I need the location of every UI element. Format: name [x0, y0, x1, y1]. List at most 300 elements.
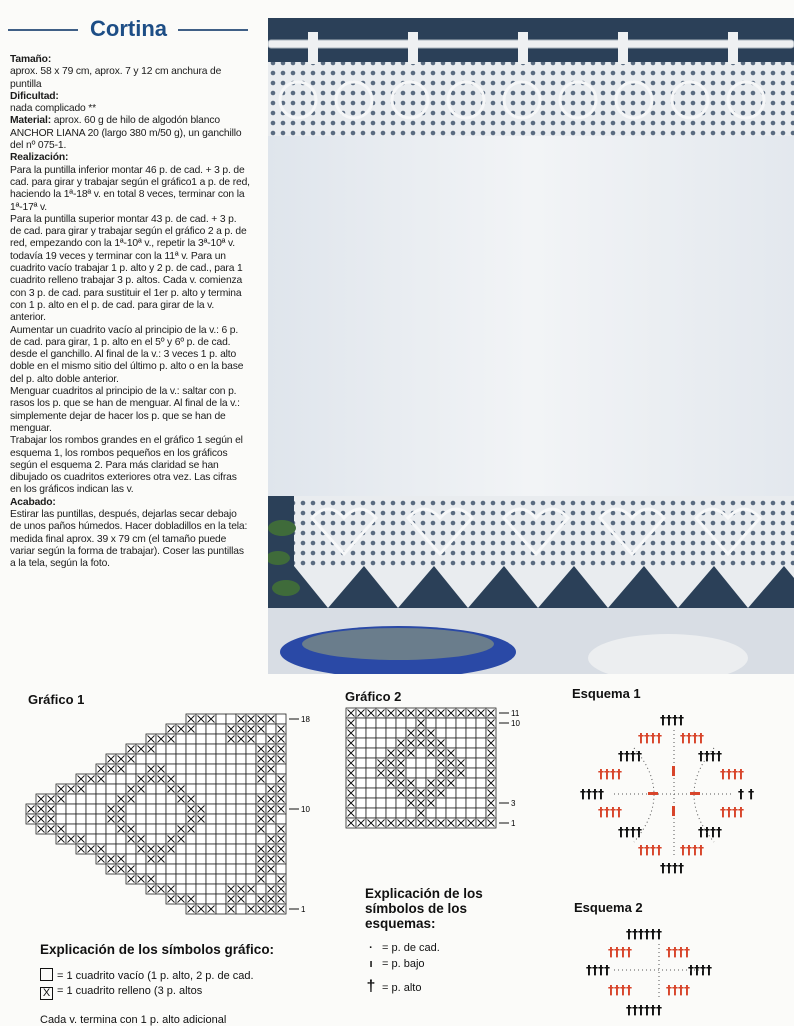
grid-cell: [266, 724, 276, 734]
grid-cell: [446, 788, 456, 798]
grid-cell: [236, 804, 246, 814]
grid-cell: [446, 798, 456, 808]
grid-cell: [246, 864, 256, 874]
grid-cell: [476, 718, 486, 728]
grid-cell: [146, 824, 156, 834]
grid-cell: [216, 734, 226, 744]
grid-cell: [186, 754, 196, 764]
grid-cell: [216, 804, 226, 814]
grid-cell: [246, 794, 256, 804]
grid-cell: [416, 778, 426, 788]
grid-cell: [196, 864, 206, 874]
grid-cell: [216, 724, 226, 734]
grid-cell: [156, 824, 166, 834]
grid-cell: [226, 714, 236, 724]
grid-cell: [226, 784, 236, 794]
grid-cell: [366, 748, 376, 758]
grid-cell: [156, 814, 166, 824]
grid-cell: [66, 814, 76, 824]
grid-cell: [166, 754, 176, 764]
grid-cell: [236, 864, 246, 874]
grid-cell: [56, 804, 66, 814]
grid-cell: [206, 884, 216, 894]
svg-text:††††: ††††: [598, 805, 622, 819]
grafico1-chart: [24, 712, 324, 920]
grid-cell: [386, 788, 396, 798]
grid-cell: [156, 784, 166, 794]
grid-cell: [446, 718, 456, 728]
grid-cell: [176, 774, 186, 784]
grid-cell: [356, 808, 366, 818]
grid-cell: [236, 874, 246, 884]
grid-cell: [226, 854, 236, 864]
grid-cell: [436, 718, 446, 728]
grid-cell: [196, 884, 206, 894]
esquema1-label: Esquema 1: [572, 686, 641, 701]
grid-cell: [396, 718, 406, 728]
grid-cell: [196, 894, 206, 904]
row-mark-label: 10: [511, 719, 520, 728]
grid-cell: [226, 834, 236, 844]
grid-cell: [246, 834, 256, 844]
grid-cell: [116, 834, 126, 844]
section-title-row: [8, 14, 248, 44]
grid-cell: [206, 774, 216, 784]
grid-cell: [246, 814, 256, 824]
grid-cell: [196, 784, 206, 794]
legend-cad: [364, 942, 440, 954]
grid-cell: [246, 894, 256, 904]
row-mark-label: 1: [301, 905, 306, 914]
grid-cell: [216, 884, 226, 894]
grid-cell: [66, 824, 76, 834]
svg-text:††††: ††††: [698, 825, 722, 839]
grid-cell: [476, 758, 486, 768]
grid-cell: [206, 744, 216, 754]
grid-cell: [256, 784, 266, 794]
grid-cell: [156, 794, 166, 804]
grid-cell: [406, 808, 416, 818]
grid-cell: [216, 874, 226, 884]
grid-cell: [216, 714, 226, 724]
grid-cell: [236, 774, 246, 784]
svg-text:††††: ††††: [608, 983, 632, 997]
grid-cell: [386, 798, 396, 808]
legend-alto: [364, 978, 421, 996]
esquema1-diagram: [574, 708, 774, 880]
grid-cell: [476, 748, 486, 758]
grid-cell: [226, 844, 236, 854]
grid-cell: [466, 738, 476, 748]
grid-cell: [196, 774, 206, 784]
grid-cell: [76, 794, 86, 804]
grid-cell: [246, 764, 256, 774]
grid-cell: [446, 728, 456, 738]
grid-cell: [466, 778, 476, 788]
instruction-text: Menguar cuadritos al principio de la v.: saltar con p. rasos los p. que se han de menguar. Al final de la v.: simplemente dejar de hacer los p. que se han de menguar.: [10, 386, 240, 434]
grid-cell: [216, 894, 226, 904]
grid-cell: [96, 804, 106, 814]
grid-cell: [106, 834, 116, 844]
grid-cell: [146, 864, 156, 874]
grid-cell: [206, 814, 216, 824]
instruction-paragraph: [10, 214, 250, 325]
grid-cell: [76, 804, 86, 814]
grid-cell: [116, 774, 126, 784]
grid-cell: [456, 748, 466, 758]
grid-cell: [166, 794, 176, 804]
grid-cell: [186, 784, 196, 794]
grid-cell: [216, 814, 226, 824]
grid-cell: [426, 808, 436, 818]
svg-text:††††: ††††: [598, 767, 622, 781]
footnote: Cada v. termina con 1 p. alto adicional: [40, 1014, 227, 1026]
empty-square-icon: [40, 968, 53, 981]
esquema2-label: Esquema 2: [574, 900, 643, 915]
curtain-photo: [268, 18, 794, 674]
grid-cell: [466, 798, 476, 808]
grid-cell: [166, 864, 176, 874]
grid-cell: [216, 784, 226, 794]
grid-cell: [246, 874, 256, 884]
grid-cell: [366, 738, 376, 748]
grid-cell: [356, 798, 366, 808]
grid-cell: [466, 758, 476, 768]
instruction-text: Trabajar los rombos grandes en el gráfico 1 según el esquema 1, los rombos pequeños en los gráficos según el esquema 2. Para más claridad se han dibujado os cuadritos exteriores otra vez. Las cifras en los gráficos indican las v.: [10, 435, 243, 496]
grid-cell: [276, 864, 286, 874]
grid-cell: [236, 784, 246, 794]
grid-cell: [376, 718, 386, 728]
grid-cell: [206, 754, 216, 764]
grid-cell: [176, 764, 186, 774]
grid-cell: [156, 804, 166, 814]
grid-cell: [246, 744, 256, 754]
grid-cell: [196, 764, 206, 774]
legend-alto-text: = p. alto: [382, 982, 422, 994]
grid-cell: [106, 784, 116, 794]
grid-cell: [146, 834, 156, 844]
grid-cell: [226, 864, 236, 874]
grid-cell: [206, 844, 216, 854]
grid-cell: [206, 784, 216, 794]
grid-cell: [266, 874, 276, 884]
grid-cell: [426, 768, 436, 778]
svg-text:††††: ††††: [618, 825, 642, 839]
instruction-text: Para la puntilla inferior montar 46 p. de cad. + 3 p. de cad. para girar y trabajar según el gráfico1 a p. de red, haciendo la 1ª-18ª v. en total 8 veces, terminar con la 1ª-17ª v.: [10, 164, 250, 213]
instruction-heading: Material:: [10, 115, 51, 127]
grid-cell: [86, 824, 96, 834]
grid-cell: [136, 824, 146, 834]
row-mark-label: 10: [301, 805, 310, 814]
grid-cell: [206, 734, 216, 744]
grid-cell: [146, 814, 156, 824]
grid-cell: [136, 804, 146, 814]
grid-cell: [86, 794, 96, 804]
grid-cell: [146, 754, 156, 764]
grid-cell: [196, 794, 206, 804]
grid-cell: [106, 824, 116, 834]
legend-bajo-text: = p. bajo: [382, 958, 425, 970]
legend-esquemas-title: [365, 886, 483, 931]
grid-cell: [206, 834, 216, 844]
grid-cell: [216, 824, 226, 834]
grid-cell: [166, 744, 176, 754]
instruction-text: aprox. 60 g de hilo de algodón blanco ANCHOR LIANA 20 (largo 380 m/50 g), un ganchillo del nº 075-1.: [10, 115, 242, 152]
title-rule-left: [8, 29, 78, 31]
row-mark-label: 11: [511, 709, 520, 718]
grid-cell: [206, 894, 216, 904]
grid-cell: [196, 874, 206, 884]
grid-cell: [106, 794, 116, 804]
grid-cell: [126, 814, 136, 824]
instruction-paragraph: [10, 386, 250, 435]
grid-cell: [156, 874, 166, 884]
grid-cell: [206, 824, 216, 834]
grid-cell: [466, 728, 476, 738]
grid-cell: [276, 814, 286, 824]
grid-cell: [166, 814, 176, 824]
legend-cad-text: = p. de cad.: [382, 942, 440, 954]
grafico2-label: Gráfico 2: [345, 689, 402, 704]
grid-cell: [266, 774, 276, 784]
grid-cell: [116, 844, 126, 854]
grid-cell: [96, 824, 106, 834]
grid-cell: [256, 884, 266, 894]
grid-cell: [356, 758, 366, 768]
grid-cell: [186, 884, 196, 894]
legend-esquemas-title-line3: esquemas:: [365, 916, 436, 931]
grid-cell: [196, 724, 206, 734]
svg-text:††††††: ††††††: [626, 927, 662, 941]
grid-cell: [96, 814, 106, 824]
svg-text:††††: ††††: [638, 731, 662, 745]
instruction-paragraph: [10, 435, 250, 496]
grid-cell: [476, 768, 486, 778]
grid-cell: [426, 758, 436, 768]
svg-text:††††: ††††: [688, 963, 712, 977]
grid-cell: [276, 714, 286, 724]
grid-cell: [176, 814, 186, 824]
grid-cell: [246, 824, 256, 834]
grid-cell: [246, 854, 256, 864]
grid-cell: [246, 754, 256, 764]
grid-cell: [456, 798, 466, 808]
grid-cell: [86, 784, 96, 794]
grid-cell: [396, 728, 406, 738]
instruction-text: nada complicado **: [10, 103, 97, 115]
grid-cell: [106, 844, 116, 854]
grid-cell: [166, 874, 176, 884]
legend-bajo: [364, 958, 425, 970]
grid-cell: [146, 784, 156, 794]
grid-cell: [476, 728, 486, 738]
grid-cell: [206, 724, 216, 734]
single-crochet-icon: ı: [369, 958, 373, 970]
grid-cell: [216, 794, 226, 804]
grid-cell: [456, 728, 466, 738]
grid-cell: [206, 874, 216, 884]
filled-square-icon: X: [40, 987, 53, 1000]
svg-text:††††: ††††: [720, 767, 744, 781]
svg-text:††††: ††††: [580, 787, 604, 801]
instruction-paragraph: [10, 54, 250, 66]
grid-cell: [196, 834, 206, 844]
grid-cell: [216, 844, 226, 854]
instruction-paragraph: [10, 497, 250, 509]
grid-cell: [476, 808, 486, 818]
grid-cell: [196, 854, 206, 864]
grid-cell: [136, 814, 146, 824]
svg-text:††††: ††††: [698, 749, 722, 763]
grid-cell: [366, 718, 376, 728]
grid-cell: [136, 794, 146, 804]
page-title: Cortina: [90, 16, 167, 41]
svg-text:††††: ††††: [608, 945, 632, 959]
grid-cell: [466, 718, 476, 728]
grid-cell: [406, 758, 416, 768]
grid-cell: [256, 834, 266, 844]
grid-cell: [406, 768, 416, 778]
grid-cell: [256, 734, 266, 744]
grid-cell: [176, 854, 186, 864]
grid-cell: [86, 814, 96, 824]
grid-cell: [216, 864, 226, 874]
grid-cell: [196, 734, 206, 744]
grid-cell: [226, 794, 236, 804]
grid-cell: [236, 754, 246, 764]
grid-cell: [466, 788, 476, 798]
grid-cell: [166, 854, 176, 864]
grid-cell: [196, 744, 206, 754]
instruction-paragraph: [10, 115, 250, 152]
grid-cell: [396, 798, 406, 808]
grid-cell: [206, 804, 216, 814]
grid-cell: [116, 784, 126, 794]
grid-cell: [396, 808, 406, 818]
grid-cell: [126, 854, 136, 864]
grid-cell: [186, 734, 196, 744]
grid-cell: [416, 748, 426, 758]
grid-cell: [96, 794, 106, 804]
grid-cell: [96, 784, 106, 794]
grid-cell: [206, 764, 216, 774]
grid-cell: [376, 748, 386, 758]
grid-cell: [226, 804, 236, 814]
grid-cell: [156, 744, 166, 754]
instruction-paragraph: [10, 509, 250, 570]
grid-cell: [436, 798, 446, 808]
instruction-heading: Tamaño:: [10, 54, 52, 65]
row-mark-label: 18: [301, 715, 310, 724]
grid-cell: [176, 864, 186, 874]
grid-cell: [206, 794, 216, 804]
grid-cell: [366, 768, 376, 778]
grid-cell: [366, 778, 376, 788]
grid-cell: [436, 808, 446, 818]
grid-cell: [246, 804, 256, 814]
grid-cell: [416, 758, 426, 768]
grid-cell: [416, 768, 426, 778]
grid-cell: [226, 774, 236, 784]
grid-cell: [226, 874, 236, 884]
instruction-heading: Realización:: [10, 152, 69, 164]
instruction-paragraph: [10, 152, 250, 164]
grid-cell: [356, 788, 366, 798]
grid-cell: [176, 874, 186, 884]
grid-cell: [376, 728, 386, 738]
title-rule-right: [178, 29, 248, 31]
grid-cell: [356, 728, 366, 738]
grid-cell: [56, 814, 66, 824]
grid-cell: [196, 824, 206, 834]
grid-cell: [466, 768, 476, 778]
instruction-text: aprox. 58 x 79 cm, aprox. 7 y 12 cm anchura de puntilla: [10, 66, 222, 90]
grid-cell: [156, 754, 166, 764]
grid-cell: [376, 738, 386, 748]
grid-cell: [176, 744, 186, 754]
grid-cell: [86, 834, 96, 844]
grid-cell: [216, 904, 226, 914]
grid-cell: [146, 794, 156, 804]
grid-cell: [236, 764, 246, 774]
grid-cell: [466, 808, 476, 818]
grid-cell: [156, 834, 166, 844]
grid-cell: [226, 744, 236, 754]
grid-cell: [476, 788, 486, 798]
grid-cell: [236, 814, 246, 824]
svg-text:††††: ††††: [618, 749, 642, 763]
grid-cell: [366, 808, 376, 818]
grid-cell: [186, 834, 196, 844]
grid-cell: [216, 744, 226, 754]
legend-filled-text: = 1 cuadrito relleno (3 p. altos: [57, 985, 203, 997]
legend-grafico-title: Explicación de los símbolos gráfico:: [40, 942, 275, 957]
grid-cell: [456, 718, 466, 728]
grid-cell: [466, 748, 476, 758]
grid-cell: [186, 744, 196, 754]
grid-cell: [366, 758, 376, 768]
grid-cell: [86, 804, 96, 814]
grid-cell: [246, 774, 256, 784]
grid-cell: [386, 718, 396, 728]
svg-text:††††: ††††: [586, 963, 610, 977]
grid-cell: [356, 748, 366, 758]
grid-cell: [236, 854, 246, 864]
grid-cell: [196, 754, 206, 764]
grid-cell: [226, 764, 236, 774]
grid-cell: [406, 718, 416, 728]
instruction-paragraph: [10, 91, 250, 103]
grid-cell: [166, 804, 176, 814]
grid-cell: [206, 854, 216, 864]
grid-cell: [426, 718, 436, 728]
grid-cell: [236, 744, 246, 754]
grid-cell: [236, 824, 246, 834]
grid-cell: [186, 844, 196, 854]
grid-cell: [146, 804, 156, 814]
grid-cell: [66, 794, 76, 804]
grid-cell: [356, 738, 366, 748]
grid-cell: [196, 844, 206, 854]
legend-empty-square: [40, 968, 254, 982]
grid-cell: [236, 834, 246, 844]
legend-esquemas-title-line1: Explicación de los: [365, 886, 483, 901]
grid-cell: [186, 864, 196, 874]
instruction-paragraph: [10, 103, 250, 115]
instruction-paragraph: [10, 165, 250, 214]
grid-cell: [456, 778, 466, 788]
grid-cell: [376, 788, 386, 798]
